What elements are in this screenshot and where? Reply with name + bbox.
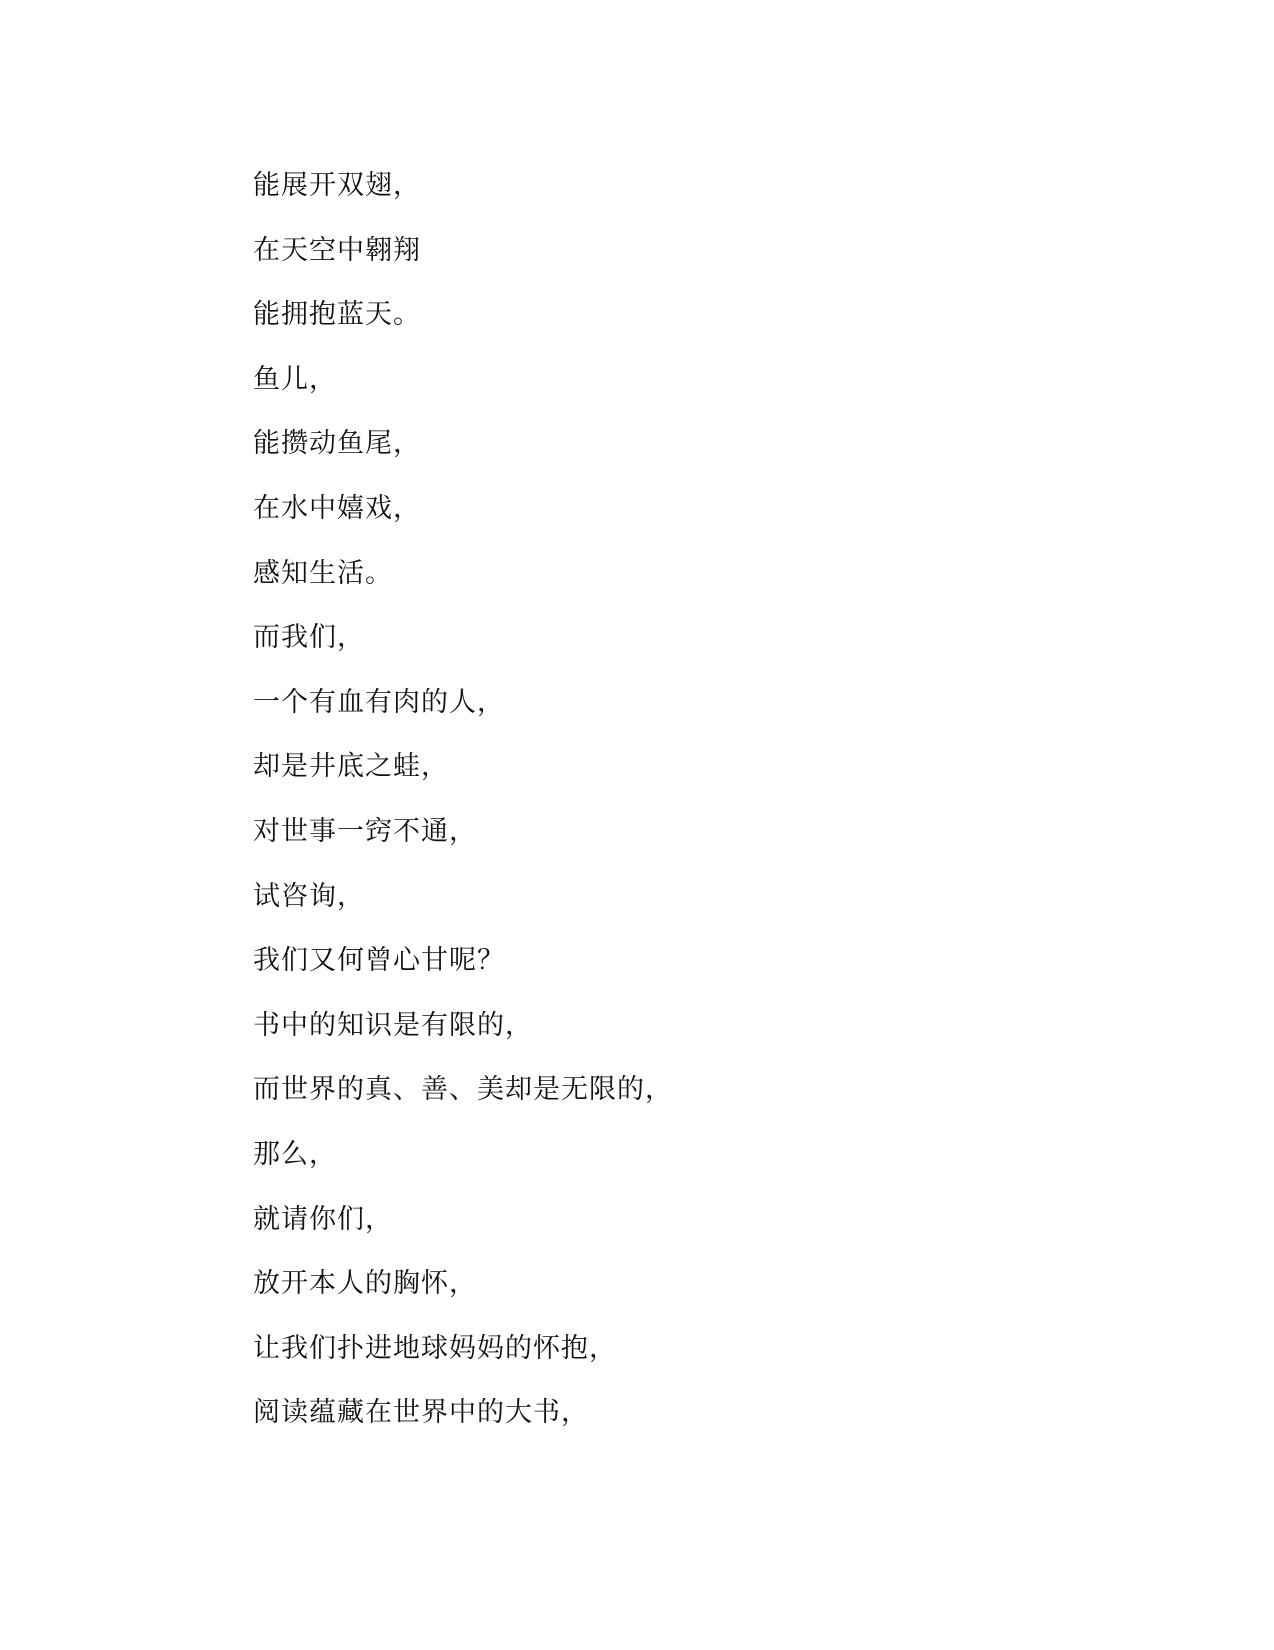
poem-line: 能攒动鱼尾， [253,428,421,460]
poem-line: 却是井底之蛙， [253,751,449,783]
poem-line: 让我们扑进地球妈妈的怀抱， [253,1332,617,1364]
poem-line: 放开本人的胸怀， [253,1268,477,1300]
poem-body [253,166,673,1458]
poem-line: 感知生活。 [253,557,393,589]
poem-line: 能展开双翅， [253,170,421,201]
poem-line: 能拥抱蓝天。 [253,299,421,331]
poem-line: 试咨询， [253,880,365,912]
poem-line: 书中的知识是有限的， [253,1009,533,1041]
poem-line: 我们又何曾心甘呢？ [253,945,505,977]
poem-line: 一个有血有肉的人， [253,686,505,718]
poem-line: 而我们， [253,622,365,654]
poem-line: 鱼儿， [253,363,337,395]
poem-line: 那么， [253,1138,337,1170]
poem-line: 在水中嬉戏， [253,492,421,524]
poem-line: 在天空中翱翔 [253,234,421,266]
poem-line: 阅读蕴藏在世界中的大书， [253,1397,589,1429]
poem-line: 就请你们， [253,1203,393,1235]
poem-line: 对世事一窍不通， [253,815,477,847]
poem-line: 而世界的真、善、美却是无限的， [253,1074,673,1106]
